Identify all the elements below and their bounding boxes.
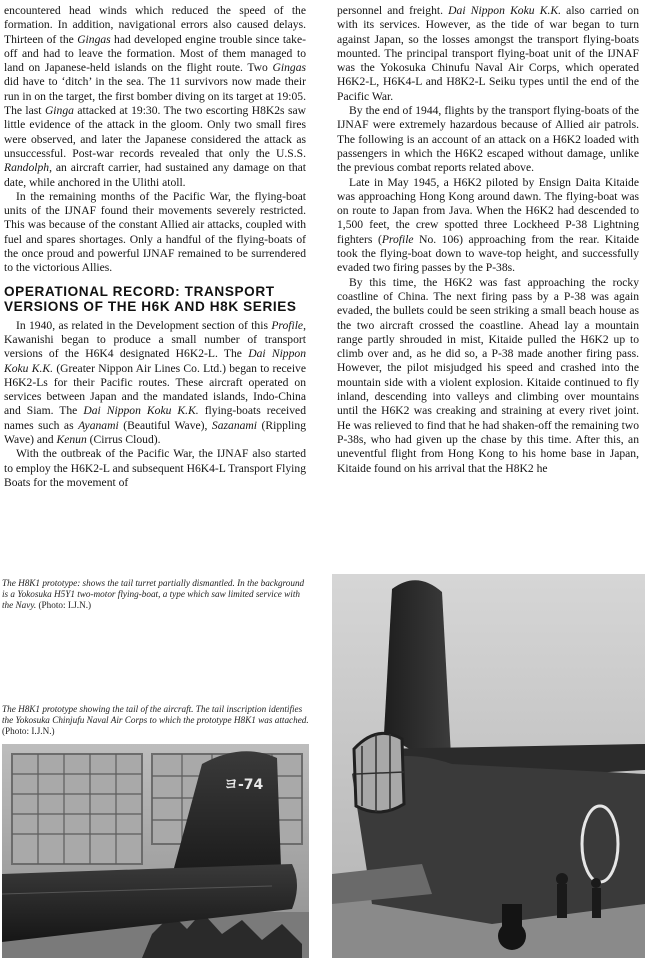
h8k1-tail-photo bbox=[2, 744, 309, 958]
paragraph: personnel and freight. Dai Nippon Koku K.K. also carried on with its services. However, as the tide of war began to turn against Japan, so the losses amongst the transport flying-boats mounted. The principal transport flying-boat unit of the IJNAF was the Yokosuka Chinufu Naval Air Corps, which operated H6K2-L, H6K4-L and H8K2-L Seiku types until the end of the Pacific War. bbox=[337, 4, 639, 103]
left-text-column bbox=[4, 4, 306, 490]
tail-inscription: ヨ-74 bbox=[224, 777, 264, 793]
paragraph: By the end of 1944, flights by the transport flying-boats of the IJNAF were extremely hazardous because of Allied air patrols. The following is an account of an attack on a H6K2 loaded with passengers in which the H6K2 escaped without damage, unlike the previous combat reports related above. bbox=[337, 104, 639, 175]
photo-h8k1-tail-icon bbox=[2, 744, 309, 958]
photo-caption-bottom bbox=[2, 704, 312, 737]
h8k1-tail-turret-photo bbox=[332, 574, 645, 958]
caption-text: The H8K1 prototype showing the tail of the aircraft. The tail inscription identifies the Yokosuka Chinjufu Naval Air Corps to which the prototype H8K1 was attached. bbox=[2, 704, 309, 725]
photo-credit: (Photo: I.J.N.) bbox=[2, 726, 55, 736]
photo-credit: (Photo: I.J.N.) bbox=[38, 600, 92, 610]
paragraph: In the remaining months of the Pacific War, the flying-boat units of the IJNAF found their movements severely restricted. This was because of the constant Allied air attacks, coupled with fuel and spares shortages. Only a handful of the flying-boats of the once proud and powerful IJNAF remained to be surrendered to the victorious Allies. bbox=[4, 189, 306, 275]
paragraph: By this time, the H6K2 was fast approaching the rocky coastline of China. The next firing pass by a P-38 was again evaded, the bullets could be seen striking a small beach house as the two aircraft crossed the coastline. Ahead lay a mountain range partly shrouded in mist, Kitaide pulled the H6K2 up to climb over and, as he did so, a P-38 made another firing pass. However, the pilot misjudged his speed and crashed into the mountain side with a violent explosion. Kitaide continued to fly inland, descending into valleys and climbing over mountains until the H6K2 was creaking and straining at every rivet joint. He was relieved to find that he had shaken-off the remaining two P-38s, who had given up the chase by this time. After this, an uneventful flight from Hong Kong to his home base in Japan, Kitaide found on his arrival that the H8K2 he bbox=[337, 275, 639, 475]
paragraph: In 1940, as related in the Development section of this Profile, Kawanishi began to produce a small number of transport versions of the H6K4 designated H6K2-L. The Dai Nippon Koku K.K. (Greater Nippon Air Lines Co. Ltd.) began to receive H6K2-Ls for their Pacific routes. These aircraft operated on services between Japan and the mandated islands, Indo-China and Siam. The Dai Nippon Koku K.K. flying-boats received names such as Ayanami (Beautiful Wave), Sazanami (Rippling Wave) and Kenun (Cirrus Cloud). bbox=[4, 318, 306, 447]
paragraph: encountered head winds which reduced the speed of the formation. In addition, navigational errors also caused delays. Thirteen of the Gingas had developed engine trouble since take-off and had to leave the formation. Most of them managed to land on Japanese-held islands on the flight route. Two Gingas did have to ‘ditch’ in the sea. The 11 survivors now made their run in on the target, the first bomber diving on its target at 19:05. The last Ginga attacked at 19:30. The two escorting H8K2s saw little evidence of the attack in the gloom. Only two small fires were observed, and later the Japanese considered the attack as unsuccessful. Post-war records revealed that only the U.S.S. Randolph, an aircraft carrier, had sustained any damage on that date, while anchored in the Ulithi atoll. bbox=[4, 4, 306, 189]
paragraph: With the outbreak of the Pacific War, the IJNAF also started to employ the H6K2-L and subsequent H6K4-L Transport Flying Boats for the movement of bbox=[4, 447, 306, 489]
right-text-column bbox=[337, 4, 639, 476]
paragraph: Late in May 1945, a H6K2 piloted by Ensign Daita Kitaide was approaching Hong Kong around dawn. The flying-boat was on route to Japan from Java. When the H6K2 had descended to 1,500 feet, the crew spotted three Lockheed P-38 Lightning fighters (Profile No. 106) approaching from the rear. Kitaide took the flying-boat down to wave-top height, and successfully evaded two firing passes by the P-38s. bbox=[337, 175, 639, 275]
photo-caption-top bbox=[2, 578, 312, 611]
section-heading: OPERATIONAL RECORD: TRANSPORT VERSIONS OF THE H6K AND H8K SERIES bbox=[4, 283, 297, 315]
caption-text: The H8K1 prototype: shows the tail turret partially dismantled. In the background is a Yokosuka H5Y1 two-motor flying-boat, a type which saw limited service with the Navy. bbox=[2, 578, 305, 610]
photo-h8k1-tail-turret-icon bbox=[332, 574, 645, 958]
